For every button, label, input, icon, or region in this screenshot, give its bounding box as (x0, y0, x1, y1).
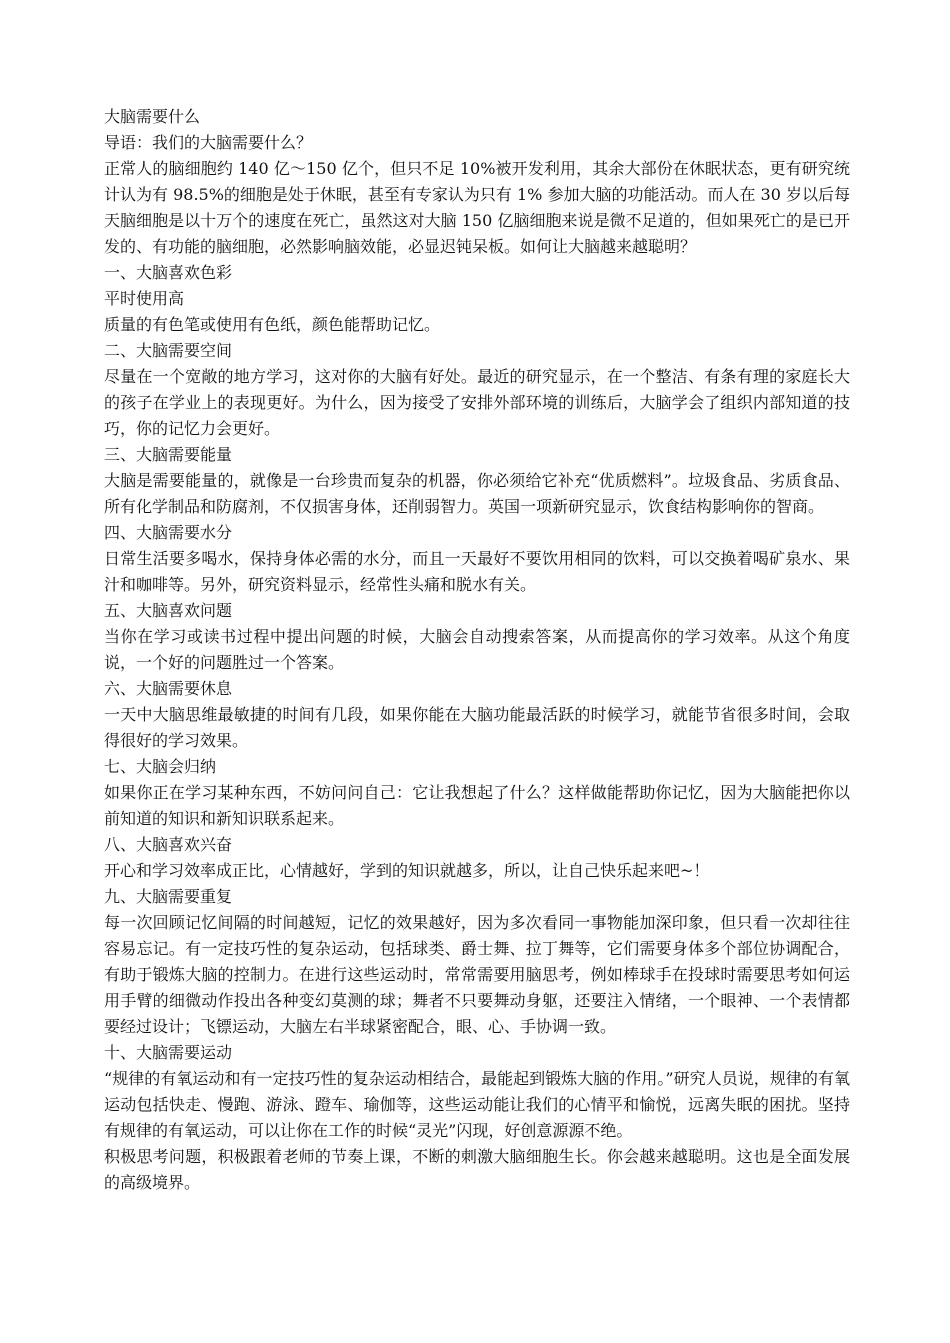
section-paragraph: 平时使用高 (104, 289, 185, 308)
section-paragraph: 一天中大脑思维最敏捷的时间有几段，如果你能在大脑功能最活跃的时候学习，就能节省很多时间，会取得很好的学习效果。 (104, 705, 850, 750)
section-paragraph: 当你在学习或读书过程中提出问题的时候，大脑会自动搜索答案，从而提高你的学习效率。从这个角度说，一个好的问题胜过一个答案。 (104, 627, 850, 672)
section-paragraph: 如果你正在学习某种东西，不妨问问自己：它让我想起了什么？这样做能帮助你记忆，因为大脑能把你以前知道的知识和新知识联系起来。 (104, 783, 850, 828)
section-heading: 二、大脑需要空间 (104, 341, 233, 360)
section-heading: 一、大脑喜欢色彩 (104, 263, 233, 282)
section-paragraph: 质量的有色笔或使用有色纸，颜色能帮助记忆。 (104, 315, 441, 334)
section-heading: 六、大脑需要休息 (104, 679, 233, 698)
document-intro: 导语：我们的大脑需要什么？ (104, 133, 313, 152)
section-heading: 八、大脑喜欢兴奋 (104, 835, 233, 854)
section-heading: 十、大脑需要运动 (104, 1043, 233, 1062)
section-paragraph: 积极思考问题，积极跟着老师的节奏上课，不断的刺激大脑细胞生长。你会越来越聪明。这也是全面发展的高级境界。 (104, 1147, 850, 1192)
section-heading: 三、大脑需要能量 (104, 445, 233, 464)
opening-paragraph: 正常人的脑细胞约 140 亿～150 亿个，但只不足 10%被开发利用，其余大部份在休眠状态，更有研究统计认为有 98.5%的细胞是处于休眠，甚至有专家认为只有 1% 参加大脑的功能活动。而人在 30 岁以后每天脑细胞是以十万个的速度在死亡，虽然这对大脑 150 亿脑细胞来说是微不足道的，但如果死亡的是已开发的、有功能的脑细胞，必然影响脑效能，必显迟钝呆板。如何让大脑越来越聪明？ (104, 159, 851, 256)
section-paragraph: 每一次回顾记忆间隔的时间越短，记忆的效果越好，因为多次看同一事物能加深印象，但只看一次却往往容易忘记。有一定技巧性的复杂运动，包括球类、爵士舞、拉丁舞等，它们需要身体多个部位协调配合，有助于锻炼大脑的控制力。在进行这些运动时，常常需要用脑思考，例如棒球手在投球时需要思考如何运用手臂的细微动作投出各种变幻莫测的球；舞者不只要舞动身躯，还要注入情绪，一个眼神、一个表情都要经过设计；飞镖运动，大脑左右半球紧密配合，眼、心、手协调一致。 (104, 913, 850, 1036)
section-heading: 九、大脑需要重复 (104, 887, 233, 906)
section-heading: 四、大脑需要水分 (104, 523, 233, 542)
section-paragraph: 大脑是需要能量的，就像是一台珍贵而复杂的机器，你必须给它补充“优质燃料”。垃圾食品、劣质食品、所有化学制品和防腐剂，不仅损害身体，还削弱智力。英国一项新研究显示，饮食结构影响你的智商。 (104, 471, 850, 516)
section-heading: 五、大脑喜欢问题 (104, 601, 233, 620)
section-heading: 七、大脑会归纳 (104, 757, 217, 776)
section-paragraph: 日常生活要多喝水，保持身体必需的水分，而且一天最好不要饮用相同的饮料，可以交换着喝矿泉水、果汁和咖啡等。另外，研究资料显示，经常性头痛和脱水有关。 (104, 549, 850, 594)
document-title: 大脑需要什么 (104, 107, 201, 126)
section-paragraph: “规律的有氧运动和有一定技巧性的复杂运动相结合，最能起到锻炼大脑的作用。”研究人员说，规律的有氧运动包括快走、慢跑、游泳、蹬车、瑜伽等，这些运动能让我们的心情平和愉悦，远离失眠的困扰。坚持有规律的有氧运动，可以让你在工作的时候“灵光”闪现，好创意源源不绝。 (104, 1069, 850, 1140)
section-paragraph: 开心和学习效率成正比，心情越好，学到的知识就越多，所以，让自己快乐起来吧~！ (104, 861, 710, 880)
section-paragraph: 尽量在一个宽敞的地方学习，这对你的大脑有好处。最近的研究显示，在一个整洁、有条有理的家庭长大的孩子在学业上的表现更好。为什么，因为接受了安排外部环境的训练后，大脑学会了组织内部知道的技巧，你的记忆力会更好。 (104, 367, 850, 438)
document-body (104, 104, 850, 1196)
